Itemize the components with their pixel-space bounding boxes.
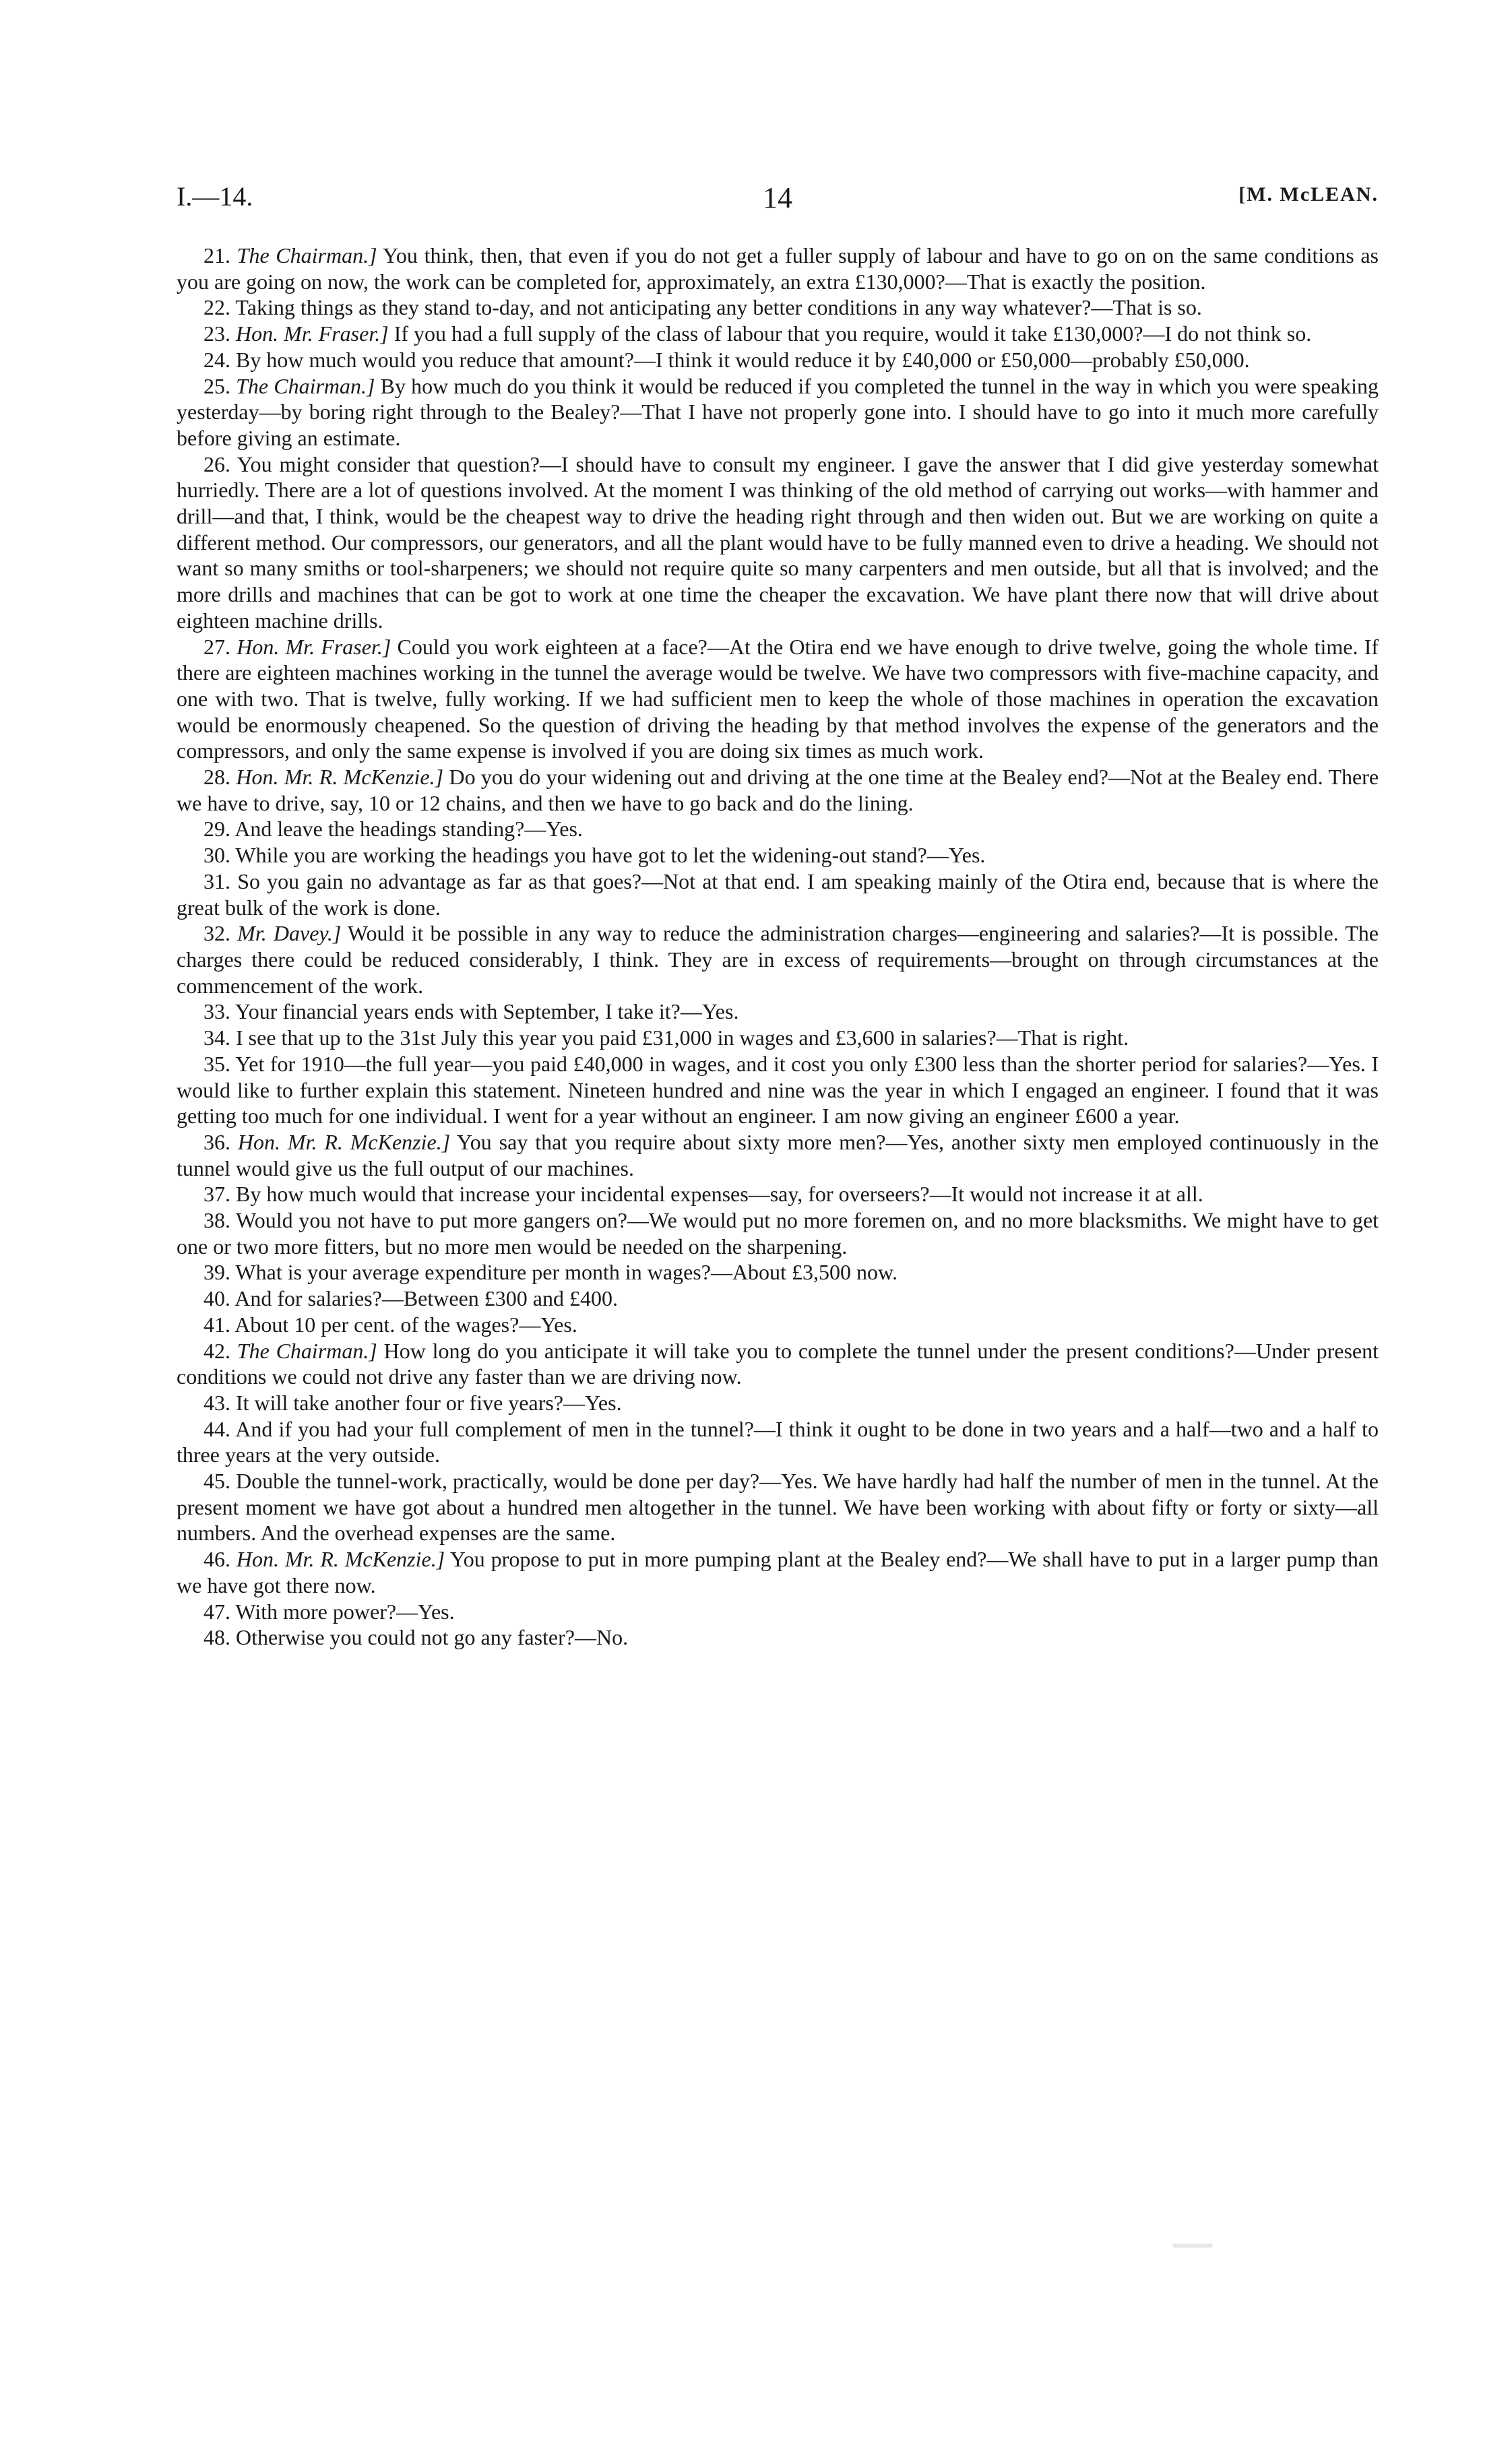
question-number: 47. [203,1599,230,1624]
question-answer-text: You propose to put in more pumping plant at the Bealey end?—We shall have to put in a larger pump than we have got there now. [177,1547,1379,1597]
speaker-label: Hon. Mr. Fraser.] [237,634,391,659]
question-number: 40. [203,1286,230,1311]
question-answer-text: By how much would that increase your incidental expenses—say, for overseers?—It would not increase it at all. [236,1182,1203,1207]
question-answer-text: And for salaries?—Between £300 and £400. [234,1286,618,1311]
question-answer-text: It will take another four or five years?—Yes. [236,1390,622,1415]
question-paragraph [177,451,1379,634]
question-paragraph [177,373,1379,451]
page-number: 14 [763,181,792,214]
question-paragraph [177,1259,1379,1286]
question-number: 39. [203,1260,230,1285]
speaker-label: Hon. Mr. R. McKenzie.] [237,1129,451,1154]
speaker-label: Hon. Mr. R. McKenzie.] [236,765,444,790]
question-number: 33. [203,999,230,1024]
speaker-label: The Chairman.] [237,243,377,267]
question-number: 41. [203,1312,230,1337]
question-number: 31. [203,868,230,893]
question-answer-text: By how much do you think it would be reduced if you completed the tunnel in the way in which you were speaking yesterday—by boring right through to the Bealey?—That I have not properly gone into. I should have to go into it much more carefully before giving an estimate. [177,373,1379,450]
question-number: 45. [203,1469,230,1494]
question-number: 22. [203,295,230,320]
question-number: 38. [203,1208,230,1233]
question-answer-text: And if you had your full complement of men in the tunnel?—I think it ought to be done in two years and a half—two and a half to three years at the very outside. [177,1416,1379,1467]
question-number: 24. [203,347,230,372]
question-number: 34. [203,1025,230,1050]
question-paragraph [177,764,1379,816]
question-paragraph [177,1390,1379,1416]
question-answer-text: How long do you anticipate it will take you to complete the tunnel under the present conditions?—Under present conditions we could not drive any faster than we are driving now. [177,1338,1379,1389]
question-paragraph [177,1599,1379,1625]
question-number: 35. [203,1051,230,1076]
question-paragraph [177,1416,1379,1468]
question-answer-text: Double the tunnel-work, practically, would be done per day?—Yes. We have hardly had half the number of men in the tunnel. At the present moment we have got about a hundred men altogether in the tunnel. We have been working with about fifty or forty or sixty—all numbers. And the overhead expenses are the same. [177,1469,1379,1546]
speaker-label: The Chairman.] [236,373,375,398]
question-number: 48. [203,1625,230,1650]
question-answer-text: And leave the headings standing?—Yes. [234,817,583,842]
question-paragraph [177,1207,1379,1259]
question-paragraph [177,1338,1379,1390]
question-number: 30. [203,843,230,868]
question-answer-text: Would it be possible in any way to reduce the administration charges—engineering and salaries?—It is possible. The charges there could be reduced considerably, I think. They are in excess of requirements—brought on through circumstances at the commencement of the work. [177,921,1379,998]
speaker-label: Hon. Mr. Fraser.] [236,321,389,346]
paper-reference: I.—14. [177,181,253,212]
question-answer-text: Your financial years ends with September, I take it?—Yes. [234,999,739,1024]
question-answer-text: Could you work eighteen at a face?—At the Otira end we have enough to drive twelve, going the whole time. If there are eighteen machines working in the tunnel the average would be twelve. We have two compressors with five-machine capacity, and one with two. That is twelve, fully working. If we had sufficient men to keep the whole of those machines in operation the excavation would be enormously cheapened. So the question of driving the heading by that method involves the expense of the generators and the compressors, and only the same expense is involved if you are doing six times as much work. [177,634,1379,763]
question-paragraph [177,634,1379,765]
question-answer-text: Would you not have to put more gangers on?—We would put no more foremen on, and no more blacksmiths. We might have to get one or two more fitters, but no more men would be needed on the sharpening. [177,1208,1379,1259]
question-paragraph [177,920,1379,998]
question-paragraph [177,1286,1379,1312]
question-number: 26. [203,451,230,476]
question-paragraph [177,998,1379,1025]
question-answer-text: Yet for 1910—the full year—you paid £40,000 in wages, and it cost you only £300 less than the shorter period for salaries?—Yes. I would like to further explain this statement. Nineteen hundred and nine was the year in which I engaged an engineer. I found that it was getting too much for one individual. I went for a year without an engineer. I am now giving an engineer £600 a year. [177,1051,1379,1129]
question-answer-text: While you are working the headings you have got to let the widening-out stand?—Yes. [235,843,986,868]
question-answer-text: I see that up to the 31st July this year you paid £31,000 in wages and £3,600 in salaries?—That is right. [236,1025,1129,1050]
question-paragraph [177,816,1379,842]
question-number: 21. [203,243,230,267]
question-number: 25. [203,373,230,398]
question-paragraph [177,1312,1379,1338]
question-number: 46. [203,1547,230,1572]
question-answer-text: You might consider that question?—I should have to consult my engineer. I gave the answer that I did give yesterday somewhat hurriedly. There are a lot of questions involved. At the moment I was thinking of the old method of carrying out works—with hammer and drill—and that, I think, would be the cheapest way to drive the heading right through and then widen out. But we are working on quite a different method. Our compressors, our generators, and all the plant would have to be fully manned even to drive a heading. We should not want so many smiths or tool-sharpeners; we should not require quite so many carpenters and men outside, but all that is involved; and the more drills and machines that can be got to work at one time the cheaper the excavation. We have plant there now that will drive about eighteen machine drills. [177,451,1379,633]
speaker-label: Mr. Davey.] [237,921,342,946]
question-number: 42. [203,1338,230,1363]
question-number: 29. [203,817,230,842]
question-paragraph [177,347,1379,373]
question-answer-text: If you had a full supply of the class of labour that you require, would it take £130,000?—I do not think so. [388,321,1312,346]
question-number: 36. [203,1129,230,1154]
question-answer-text: So you gain no advantage as far as that goes?—Not at that end. I am speaking mainly of the Otira end, because that is where the great bulk of the work is done. [177,868,1379,920]
question-paragraph [177,1051,1379,1129]
question-answer-text: Taking things as they stand to-day, and not anticipating any better conditions in any way whatever?—That is so. [235,295,1202,320]
question-number: 32. [203,921,230,946]
speaker-label: Hon. Mr. R. McKenzie.] [236,1547,445,1572]
question-paragraph [177,1624,1379,1651]
question-paragraph [177,1181,1379,1207]
question-paragraph [177,1025,1379,1051]
question-paragraph [177,294,1379,321]
question-answer-text: Do you do your widening out and driving at the one time at the Bealey end?—Not at the Bealey end. There we have to drive, say, 10 or 12 chains, and then we have to go back and do the lining. [177,765,1379,815]
question-answer-text: About 10 per cent. of the wages?—Yes. [234,1312,577,1337]
witness-name: [M. McLEAN. [1238,183,1379,205]
question-paragraph [177,1546,1379,1598]
question-answer-text: You say that you require about sixty more men?—Yes, another sixty men employed continuously in the tunnel would give us the full output of our machines. [177,1129,1379,1180]
question-paragraph [177,1468,1379,1546]
question-number: 44. [203,1416,230,1441]
speaker-label: The Chairman.] [237,1338,377,1363]
question-answer-text: By how much would you reduce that amount?—I think it would reduce it by £40,000 or £50,000—probably £50,000. [236,347,1250,372]
running-head [177,181,1379,221]
question-number: 28. [203,765,230,790]
question-paragraph [177,868,1379,920]
question-number: 37. [203,1182,230,1207]
question-paragraph [177,1129,1379,1181]
question-number: 27. [203,634,230,659]
question-answer-text: Otherwise you could not go any faster?—No. [236,1625,629,1650]
question-answer-text: What is your average expenditure per month in wages?—About £3,500 now. [235,1260,897,1285]
question-paragraph [177,321,1379,347]
question-answer-text: You think, then, that even if you do not get a fuller supply of labour and have to go on on the same conditions as you are going on now, the work can be completed for, approximately, an extra £130,000?—That is exactly the position. [177,243,1379,294]
question-number: 23. [203,321,230,346]
paper-mark [1172,2244,1213,2248]
question-paragraph [177,842,1379,868]
evidence-body [177,243,1379,1651]
question-answer-text: With more power?—Yes. [235,1599,455,1624]
question-paragraph [177,243,1379,294]
question-number: 43. [203,1390,230,1415]
